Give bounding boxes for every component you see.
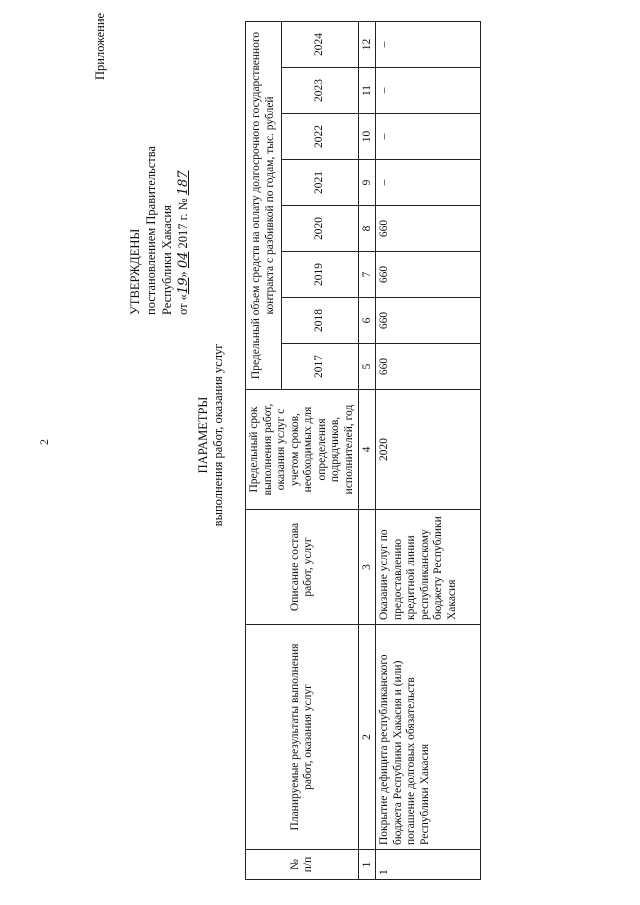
year-cell: 2017 xyxy=(282,344,359,390)
row-value: – xyxy=(376,160,481,206)
row-description: Оказание услуг по предоставлению кредитной линии республиканскому бюджету Республики Хакасия xyxy=(376,510,481,625)
date-prefix: от « xyxy=(176,294,190,315)
date-day: 19 xyxy=(176,277,191,295)
row-deadline: 2020 xyxy=(376,390,481,510)
date-year: 2017 г. № xyxy=(176,198,190,249)
header-results: Планируемые результаты выполнения работ, оказания услуг xyxy=(246,625,359,850)
parameters-table xyxy=(245,21,481,880)
approval-line-2: постановлением Правительства xyxy=(144,145,158,315)
year-cell: 2022 xyxy=(282,114,359,160)
column-number: 4 xyxy=(359,390,376,510)
document-title xyxy=(196,265,226,605)
column-number-row xyxy=(359,21,376,879)
column-number: 10 xyxy=(359,114,376,160)
header-description: Описание состава работ, услуг xyxy=(246,510,359,625)
approval-date-line xyxy=(175,170,192,315)
column-number: 7 xyxy=(359,252,376,298)
year-cell: 2023 xyxy=(282,68,359,114)
page-number: 2 xyxy=(37,439,51,445)
approved-label: УТВЕРЖДЕНЫ xyxy=(128,228,142,315)
row-value: 660 xyxy=(376,344,481,390)
year-cell: 2018 xyxy=(282,298,359,344)
header-num: № п/п xyxy=(246,850,359,880)
year-cell: 2020 xyxy=(282,206,359,252)
table-row xyxy=(376,21,481,879)
header-row xyxy=(246,21,282,879)
column-number: 11 xyxy=(359,68,376,114)
column-number: 3 xyxy=(359,510,376,625)
date-month: 04 xyxy=(176,251,191,269)
column-number: 1 xyxy=(359,850,376,880)
row-num: 1 xyxy=(376,850,481,880)
column-number: 2 xyxy=(359,625,376,850)
column-number: 6 xyxy=(359,298,376,344)
column-number: 5 xyxy=(359,344,376,390)
appendix-label: Приложение xyxy=(93,12,107,80)
header-funds: Предельный объем средств на оплату долгосрочного государственного контракта с разбивкой по годам, тыс. рублей xyxy=(246,21,282,389)
header-deadline: Предельный срок выполнения работ, оказания услуг с учетом сроков, необходимых для определения подрядчиков, исполнителей, год xyxy=(246,390,359,510)
column-number: 12 xyxy=(359,21,376,67)
row-value: 660 xyxy=(376,298,481,344)
row-value: – xyxy=(376,114,481,160)
column-number: 9 xyxy=(359,160,376,206)
row-value: 660 xyxy=(376,252,481,298)
row-value: 660 xyxy=(376,206,481,252)
title-main: ПАРАМЕТРЫ xyxy=(196,396,210,474)
row-value: – xyxy=(376,21,481,67)
row-result: Покрытие дефицита республиканского бюджета Республики Хакасия и (или) погашение долговых обязательств Республики Хакасия xyxy=(376,625,481,850)
year-cell: 2021 xyxy=(282,160,359,206)
year-cell: 2019 xyxy=(282,252,359,298)
title-sub: выполнения работ, оказания услуг xyxy=(211,343,225,527)
decree-number: 187 xyxy=(176,170,191,196)
column-number: 8 xyxy=(359,206,376,252)
date-mid: » xyxy=(176,271,190,278)
approval-line-3: Республики Хакасия xyxy=(160,205,174,315)
year-cell: 2024 xyxy=(282,21,359,67)
row-value: – xyxy=(376,68,481,114)
